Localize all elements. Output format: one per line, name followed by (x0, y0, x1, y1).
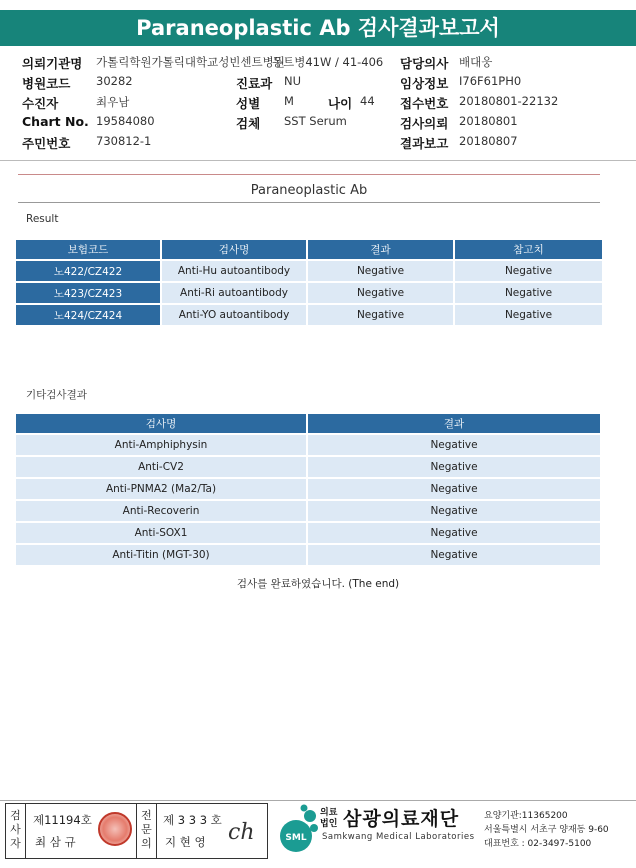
result-header-row (16, 240, 602, 259)
specialist-name: 지 현 영 (165, 835, 206, 849)
end-message: 검사를 완료하였습니다. (The end) (236, 578, 400, 590)
ward-value: 동트병41W / 41-406 (272, 55, 384, 69)
info-row-hospital (22, 74, 622, 92)
insurance-code: 노423/CZ423 (16, 283, 162, 303)
table-row (16, 523, 600, 543)
test-name: Anti-SOX1 (16, 523, 308, 543)
test-result: Negative (308, 479, 600, 499)
tester-license: 제11194호 (33, 813, 92, 827)
chart-no-label: Chart No. (22, 114, 89, 129)
header-divider (0, 160, 636, 161)
test-result: Negative (308, 457, 600, 477)
report-title: Paraneoplastic Ab 검사결과보고서 (0, 10, 636, 46)
info-row-patient (22, 94, 622, 112)
table-row (16, 545, 600, 565)
table-row (16, 283, 602, 303)
result-table (16, 238, 602, 327)
info-row-resident (22, 134, 622, 152)
result-col-code: 보험코드 (16, 240, 162, 259)
test-name: Anti-CV2 (16, 457, 308, 477)
hospital-code-label: 병원코드 (22, 76, 71, 91)
specimen-label: 검체 (236, 116, 261, 131)
specialist-label-text: 전문의 (141, 809, 152, 850)
institution-label: 의뢰기관명 (22, 56, 83, 71)
other-results-table (16, 412, 600, 567)
table-row (16, 305, 602, 325)
sml-logo-icon (274, 804, 320, 854)
section-title-underline (18, 202, 600, 203)
insurance-code: 노422/CZ422 (16, 261, 162, 281)
age-value: 44 (360, 94, 375, 108)
specimen-value: SST Serum (284, 114, 347, 128)
clinical-info-value: I76F61PH0 (459, 74, 522, 88)
reference-value: Negative (455, 305, 602, 325)
footer-divider (0, 800, 636, 801)
request-date-value: 20180801 (459, 114, 518, 128)
institution-value: 가톨릭학원가톨릭대학교성빈센트병원 (96, 55, 285, 69)
org-name: 삼광의료재단 (343, 808, 460, 830)
reference-value: Negative (455, 283, 602, 303)
age-label: 나이 (328, 96, 353, 111)
table-row (16, 479, 600, 499)
test-name: Anti-PNMA2 (Ma2/Ta) (16, 479, 308, 499)
table-row (16, 261, 602, 281)
signature-mark: ch (228, 820, 255, 845)
resident-no-value: 730812-1 (96, 134, 152, 148)
test-name: Anti-Amphiphysin (16, 435, 308, 455)
doctor-value: 배대웅 (459, 55, 493, 69)
org-phone: 대표번호 : 02-3497-5100 (484, 839, 592, 849)
department-label: 진료과 (236, 76, 273, 91)
result-label: Result (26, 213, 59, 225)
test-name: Anti-Titin (MGT-30) (16, 545, 308, 565)
doctor-label: 담당의사 (400, 56, 449, 71)
department-value: NU (284, 74, 302, 88)
test-result: Negative (308, 261, 455, 281)
sex-value: M (284, 94, 294, 108)
info-row-institution (22, 54, 622, 72)
receipt-no-label: 접수번호 (400, 96, 449, 111)
tester-label-text: 검사자 (10, 809, 21, 850)
logo-text: SML (285, 833, 307, 843)
tester-name: 최 삼 규 (35, 835, 76, 849)
signature-box (5, 803, 268, 859)
request-date-label: 검사의뢰 (400, 116, 449, 131)
other-col-test: 검사명 (16, 414, 308, 433)
patient-value: 최우남 (96, 95, 130, 109)
section-title: Paraneoplastic Ab (250, 183, 368, 198)
test-name: Anti-Recoverin (16, 501, 308, 521)
receipt-no-value: 20180801-22132 (459, 94, 559, 108)
tester-label (6, 804, 26, 858)
sex-label: 성별 (236, 96, 261, 111)
other-col-result: 결과 (308, 414, 600, 433)
org-address: 서울특별시 서초구 양재동 9-60 (484, 825, 609, 835)
test-result: Negative (308, 305, 455, 325)
specialist-label (137, 804, 157, 858)
test-name: Anti-Ri autoantibody (162, 283, 308, 303)
result-col-result: 결과 (308, 240, 455, 259)
other-header-row (16, 414, 600, 433)
report-date-label: 결과보고 (400, 136, 449, 151)
chart-no-value: 19584080 (96, 114, 155, 128)
report-top-line (18, 174, 600, 175)
table-row (16, 457, 600, 477)
patient-label: 수진자 (22, 96, 59, 111)
report-date-value: 20180807 (459, 134, 518, 148)
specialist-license: 제 3 3 3 호 (163, 813, 222, 827)
result-col-test: 검사명 (162, 240, 308, 259)
test-name: Anti-YO autoantibody (162, 305, 308, 325)
test-result: Negative (308, 501, 600, 521)
org-code: 요양기관:11365200 (484, 811, 568, 821)
clinical-info-label: 임상정보 (400, 76, 449, 91)
test-result: Negative (308, 523, 600, 543)
test-result: Negative (308, 435, 600, 455)
info-row-chart (22, 114, 622, 132)
result-col-reference: 참고치 (455, 240, 602, 259)
test-result: Negative (308, 545, 600, 565)
test-name: Anti-Hu autoantibody (162, 261, 308, 281)
table-row (16, 501, 600, 521)
resident-no-label: 주민번호 (22, 136, 71, 151)
insurance-code: 노424/CZ424 (16, 305, 162, 325)
seal-stamp (98, 812, 132, 846)
reference-value: Negative (455, 261, 602, 281)
org-type: 의료 법인 (320, 808, 338, 829)
org-english-name: Samkwang Medical Laboratories (322, 832, 475, 842)
test-result: Negative (308, 283, 455, 303)
hospital-code-value: 30282 (96, 74, 133, 88)
table-row (16, 435, 600, 455)
other-results-label: 기타검사결과 (26, 389, 87, 401)
